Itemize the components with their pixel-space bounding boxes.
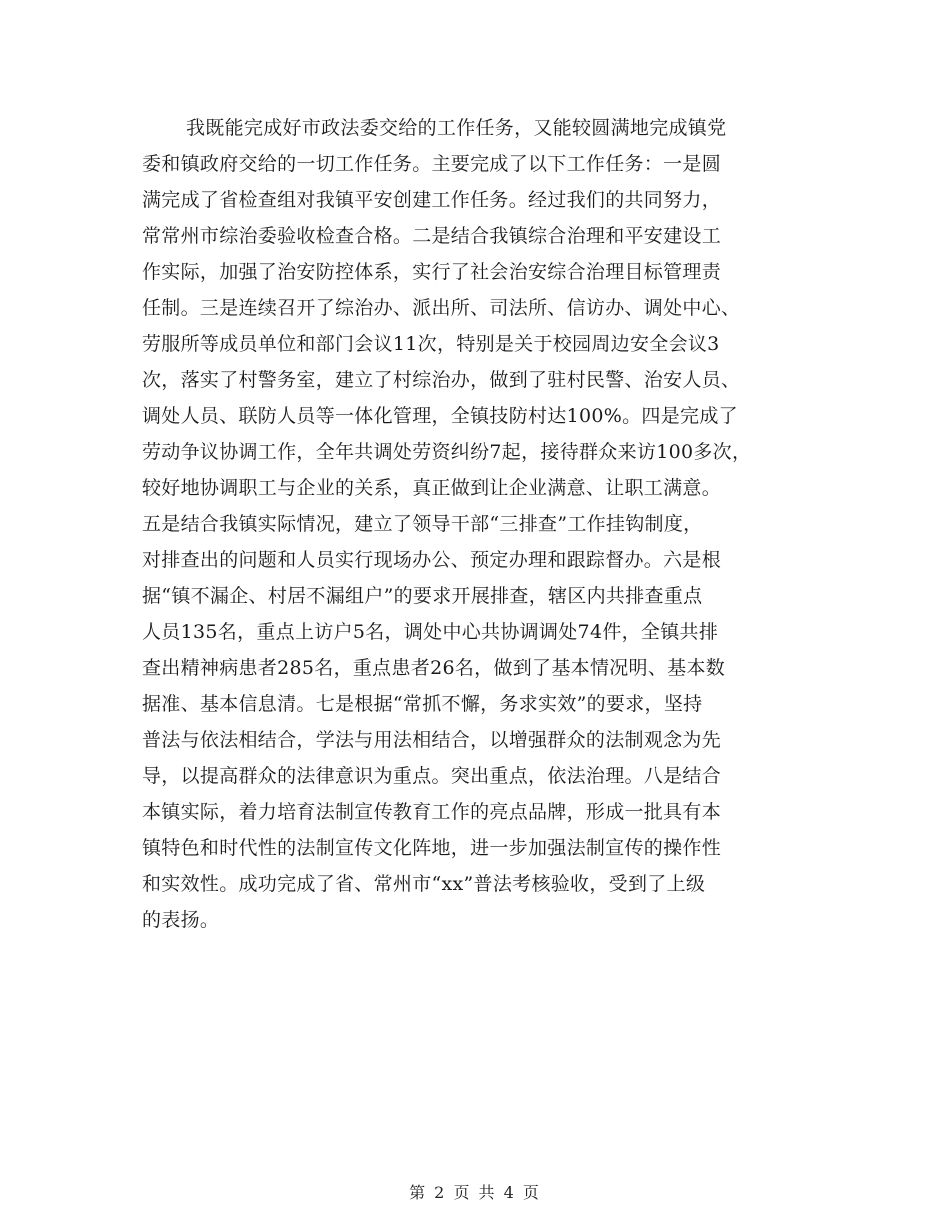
paragraph-line: 常常州市综治委验收检查合格。二是结合我镇综合治理和平安建设工 bbox=[142, 225, 722, 247]
page-number-footer: 第 2 页 共 4 页 bbox=[409, 1183, 541, 1202]
paragraph-line: 镇特色和时代性的法制宣传文化阵地，进一步加强法制宣传的操作性 bbox=[142, 837, 722, 859]
body-paragraph bbox=[142, 110, 842, 938]
paragraph-line: 导，以提高群众的法律意识为重点。突出重点，依法治理。八是结合 bbox=[142, 765, 722, 787]
paragraph-line: 我既能完成好市政法委交给的工作任务，又能较圆满地完成镇党 bbox=[186, 117, 727, 139]
paragraph-line: 普法与依法相结合，学法与用法相结合，以增强群众的法制观念为先 bbox=[142, 729, 722, 751]
paragraph-line: 较好地协调职工与企业的关系，真正做到让企业满意、让职工满意。 bbox=[142, 477, 722, 499]
paragraph-line: 任制。三是连续召开了综治办、派出所、司法所、信访办、调处中心、 bbox=[142, 297, 741, 319]
paragraph-line: 五是结合我镇实际情况，建立了领导干部“三排查”工作挂钩制度， bbox=[142, 513, 703, 535]
paragraph-line: 满完成了省检查组对我镇平安创建工作任务。经过我们的共同努力， bbox=[142, 189, 722, 211]
paragraph-line: 据“镇不漏企、村居不漏组户”的要求开展排查，辖区内共排查重点 bbox=[142, 585, 703, 607]
paragraph-line: 本镇实际，着力培育法制宣传教育工作的亮点品牌，形成一批具有本 bbox=[142, 801, 722, 823]
paragraph-line: 的表扬。 bbox=[142, 909, 220, 931]
paragraph-line: 和实效性。成功完成了省、常州市“xx”普法考核验收，受到了上级 bbox=[142, 873, 706, 895]
paragraph-line: 委和镇政府交给的一切工作任务。主要完成了以下工作任务：一是圆 bbox=[142, 153, 722, 175]
paragraph-line: 劳动争议协调工作，全年共调处劳资纠纷7起，接待群众来访100多次， bbox=[142, 441, 752, 463]
paragraph-line: 次，落实了村警务室，建立了村综治办，做到了驻村民警、治安人员、 bbox=[142, 369, 741, 391]
paragraph-line: 对排查出的问题和人员实行现场办公、预定办理和跟踪督办。六是根 bbox=[142, 549, 722, 571]
paragraph-line: 劳服所等成员单位和部门会议11次，特别是关于校园周边安全会议3 bbox=[142, 333, 720, 355]
paragraph-line: 查出精神病患者285名，重点患者26名，做到了基本情况明、基本数 bbox=[142, 657, 726, 679]
paragraph-line: 据准、基本信息清。七是根据“常抓不懈，务求实效”的要求，坚持 bbox=[142, 693, 703, 715]
paragraph-line: 调处人员、联防人员等一体化管理，全镇技防村达100%。四是完成了 bbox=[142, 405, 738, 427]
paragraph-line: 人员135名，重点上访户5名，调处中心共协调调处74件，全镇共排 bbox=[142, 621, 719, 643]
paragraph-line: 作实际，加强了治安防控体系，实行了社会治安综合治理目标管理责 bbox=[142, 261, 722, 283]
